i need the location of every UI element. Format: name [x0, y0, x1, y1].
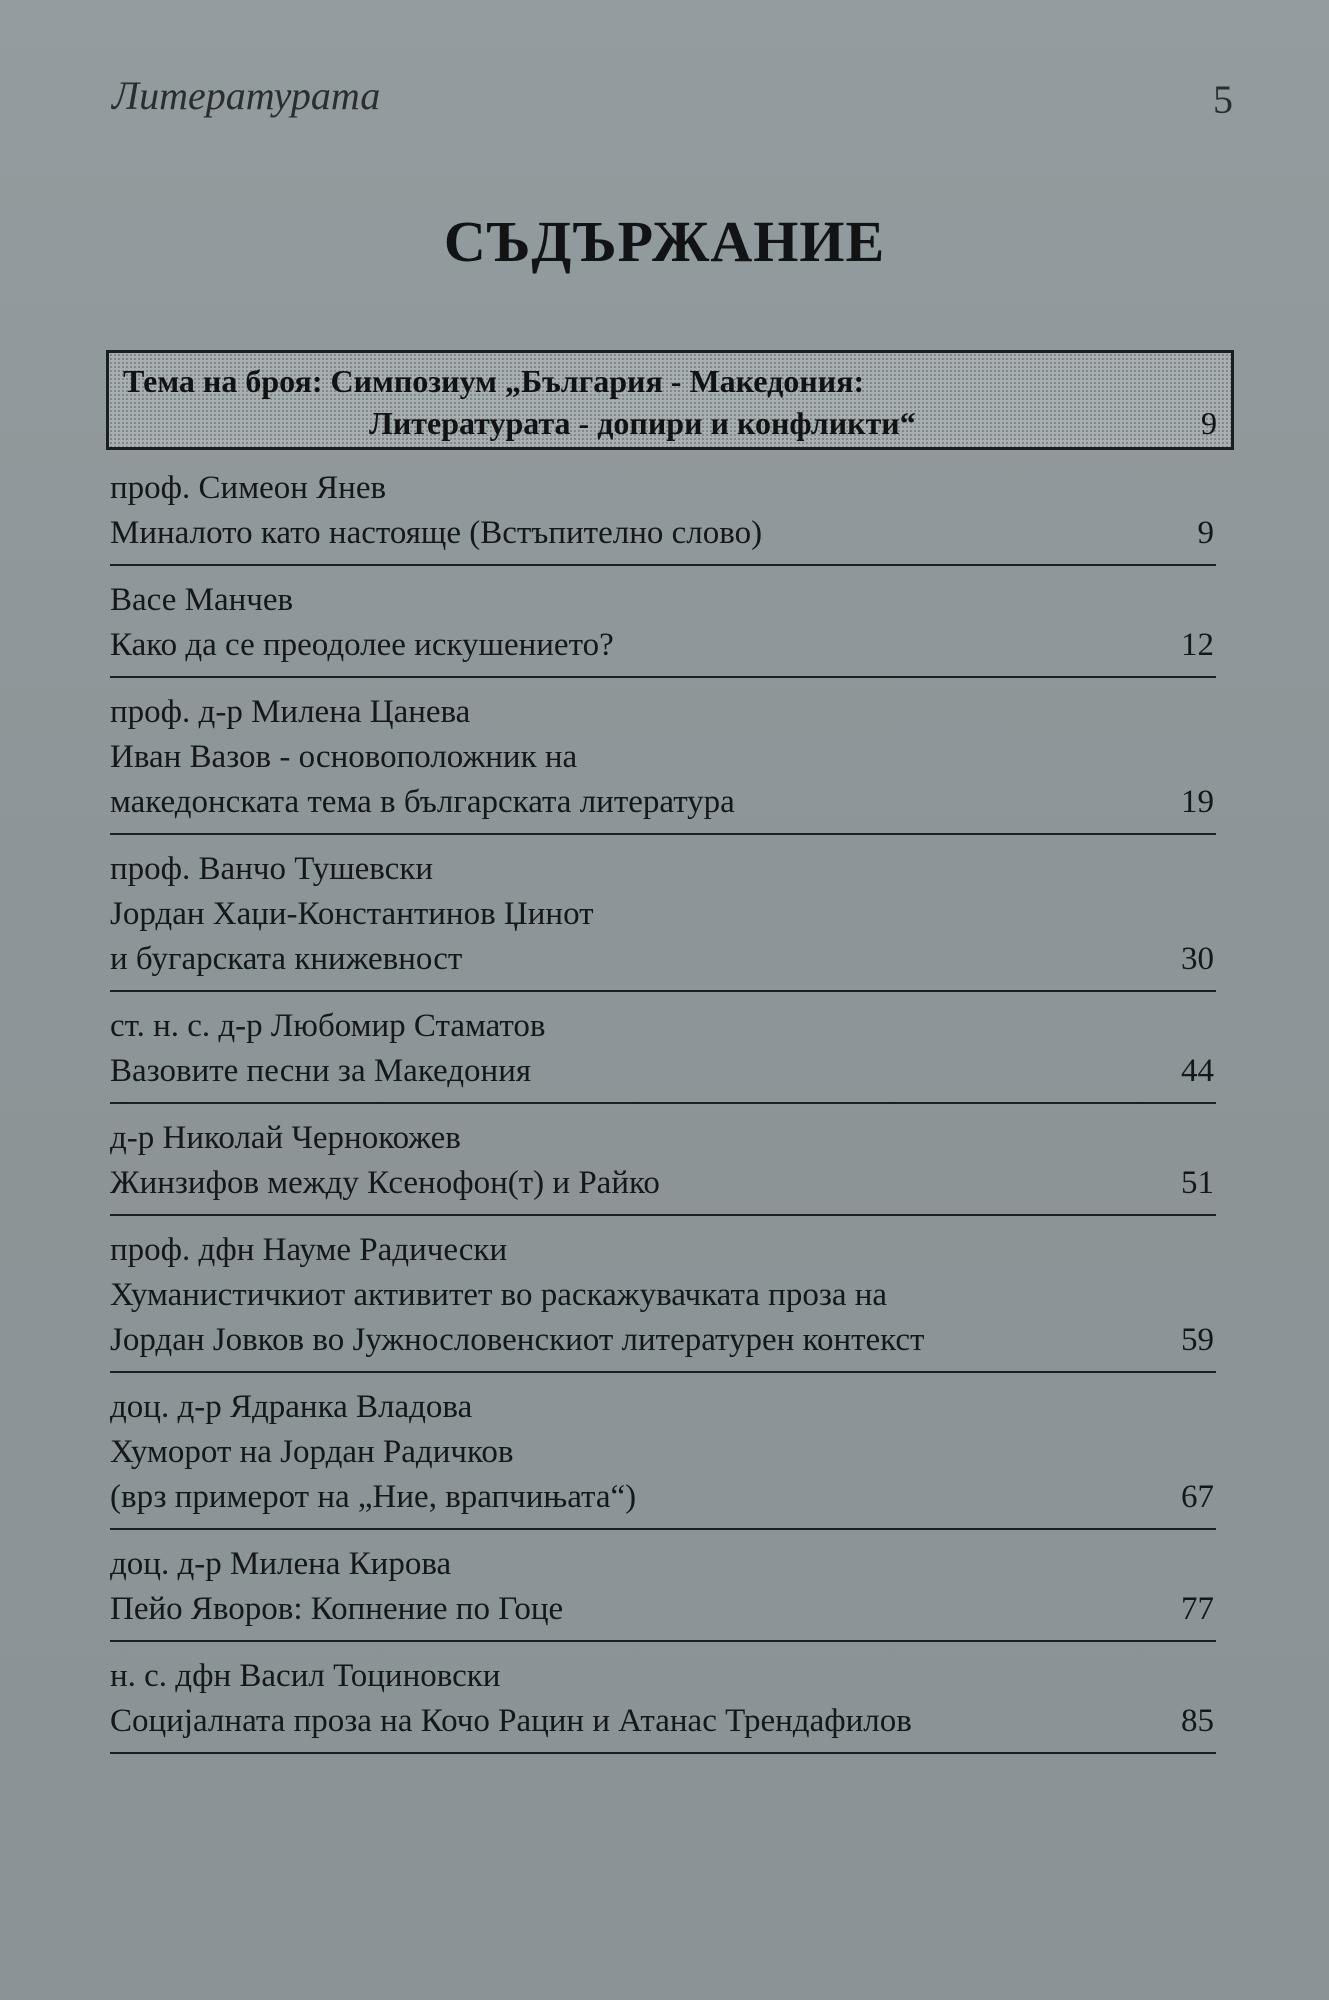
- toc-entry: [110, 1228, 1216, 1373]
- toc-entry-title: Хуманистичкиот активитет во раскажувачката проза на: [110, 1277, 888, 1313]
- toc-entry-page: 44: [1181, 1053, 1214, 1089]
- issue-theme-box: [106, 350, 1234, 450]
- toc-entry-page: 12: [1181, 627, 1214, 663]
- toc-entry: [110, 1542, 1216, 1642]
- toc-entry: [110, 578, 1216, 678]
- page-number: 5: [1213, 77, 1233, 122]
- toc-entry: [110, 466, 1216, 566]
- toc-entry-title: Хуморот на Јордан Радичков: [110, 1434, 514, 1470]
- toc-entry-page: 51: [1181, 1165, 1214, 1201]
- toc-entry-title: Пейо Яворов: Копнение по Гоце: [110, 1591, 564, 1627]
- toc-entry-list: [110, 466, 1216, 1766]
- toc-entry-page: 85: [1181, 1703, 1214, 1739]
- toc-entry-author: доц. д-р Милена Кирова: [110, 1546, 452, 1582]
- toc-entry-title: Вазовите песни за Македония: [110, 1053, 532, 1089]
- toc-entry-title: Миналото като настояще (Встъпително слово): [110, 515, 763, 551]
- toc-entry-author: проф. дфн Науме Радически: [110, 1232, 508, 1268]
- toc-entry-title: и бугарската книжевност: [110, 941, 463, 977]
- toc-entry-title: Жинзифов между Ксенофон(т) и Райко: [110, 1165, 660, 1201]
- toc-entry-page: 59: [1181, 1322, 1214, 1358]
- toc-entry: [110, 1385, 1216, 1530]
- toc-entry-title: Јордан Јовков во Јужнословенскиот литературен контекст: [110, 1322, 925, 1358]
- toc-entry-author: ст. н. с. д-р Любомир Стаматов: [110, 1008, 546, 1044]
- issue-theme-line-2: Литературата - допири и конфликти“: [369, 405, 916, 441]
- issue-theme-page: 9: [1201, 405, 1217, 441]
- toc-entry-page: 19: [1181, 784, 1214, 820]
- toc-entry-author: проф. Симеон Янев: [110, 470, 387, 506]
- toc-entry: [110, 847, 1216, 992]
- toc-entry: [110, 1004, 1216, 1104]
- toc-entry-author: н. с. дфн Васил Тоциновски: [110, 1658, 501, 1694]
- toc-entry-title: Јордан Хаџи-Константинов Џинот: [110, 896, 594, 932]
- toc-entry-author: Васе Манчев: [110, 582, 294, 618]
- toc-entry-title: Иван Вазов - основоположник на: [110, 739, 578, 775]
- toc-entry-page: 30: [1181, 941, 1214, 977]
- toc-entry-author: доц. д-р Ядранка Владова: [110, 1389, 473, 1425]
- toc-entry-page: 9: [1197, 515, 1214, 551]
- toc-entry-page: 67: [1181, 1479, 1214, 1515]
- table-of-contents-title: СЪДЪРЖАНИЕ: [443, 209, 886, 274]
- running-head-title: Литературата: [112, 73, 381, 118]
- toc-entry-author: проф. Ванчо Тушевски: [110, 851, 434, 887]
- toc-entry-title: Социјалната проза на Кочо Рацин и Атанас Трендафилов: [110, 1703, 912, 1739]
- toc-entry: [110, 1654, 1216, 1754]
- toc-entry-page: 77: [1181, 1591, 1214, 1627]
- toc-entry-title: Како да се преодолее искушението?: [110, 627, 614, 663]
- toc-entry-title: (врз примерот на „Ние, врапчињата“): [110, 1479, 637, 1515]
- toc-entry: [110, 1116, 1216, 1216]
- toc-entry-author: д-р Николай Чернокожев: [110, 1120, 461, 1156]
- toc-entry-author: проф. д-р Милена Цанева: [110, 694, 471, 730]
- issue-theme-line-1: Тема на броя: Симпозиум „България - Македония:: [123, 363, 865, 399]
- toc-entry-title: македонската тема в българската литература: [110, 784, 735, 820]
- toc-entry: [110, 690, 1216, 835]
